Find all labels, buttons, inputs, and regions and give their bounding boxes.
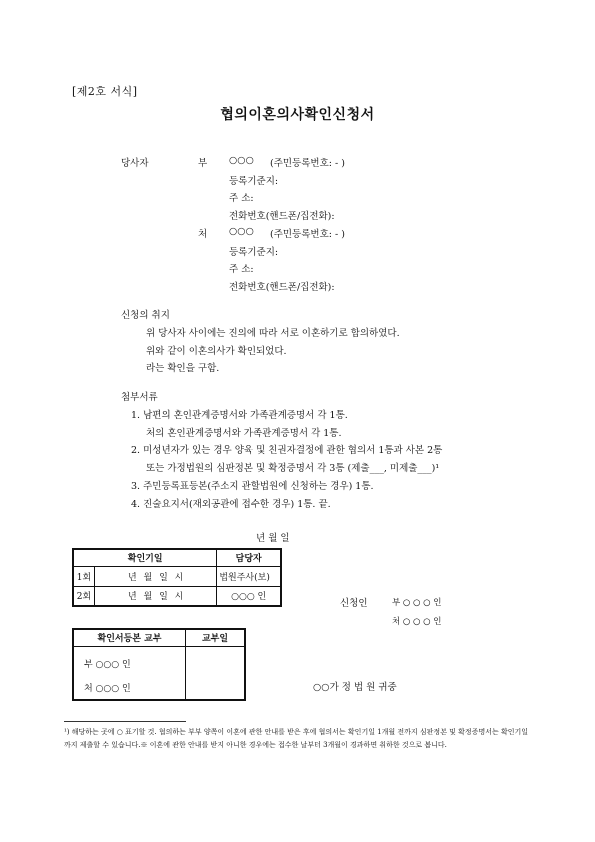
staff-cell: ○○○ 인	[217, 586, 281, 606]
table-header: 확인서등본 교부	[73, 629, 186, 646]
table-row	[73, 646, 245, 700]
husband-address-field: 주 소:	[229, 193, 254, 204]
husband-role: 부	[198, 158, 208, 169]
delivery-date-cell	[186, 646, 246, 700]
wife-name: ○○○	[229, 226, 254, 237]
page-title: 협의이혼의사확인신청서	[220, 107, 375, 123]
attachments-heading: 첨부서류	[121, 392, 158, 403]
footnote: ¹) 해당하는 곳에 ○ 표기할 것. 협의하는 부부 양쪽이 이혼에 관한 안내를 받은 후에 협의서는 확인기일 1개월 전까지 심판정본 및 확정증명서는 확인기일까지 제출할 수 있습니다.※ 이혼에 관한 안내를 받지 아니한 경우에는 접수한 날부터 3개월이 경과하면 취하한 것으로 봅니다.	[64, 728, 529, 749]
wife-domicile-field: 등록기준지:	[229, 247, 279, 258]
delivery-person-wife: 처 ○○○ 인	[84, 683, 131, 694]
husband-name: ○○○	[229, 155, 254, 166]
attachment-line: 또는 가정법원의 심판정본 및 확정증명서 각 3통 (제출___, 미제출___)¹	[146, 463, 440, 474]
parties-label: 당사자	[121, 158, 149, 169]
form-number-label: [제2호 서식]	[72, 85, 138, 98]
court-addressee: ○○가 정 법 원 귀중	[313, 682, 397, 693]
attachment-line: 3. 주민등록표등본(주소지 관할법원에 신청하는 경우) 1통.	[131, 481, 374, 492]
wife-id-field: (주민등록번호: - )	[270, 229, 345, 240]
date-cell: 년 월 일 시	[95, 566, 217, 586]
delivery-person-husband: 부 ○○○ 인	[84, 659, 131, 670]
purpose-line: 위 당사자 사이에는 진의에 따라 서로 이혼하기로 합의하였다.	[146, 328, 400, 339]
applicant-wife: 처 ○ ○ ○ 인	[392, 617, 442, 627]
table-header: 담당자	[217, 549, 281, 566]
wife-phone-field: 전화번호(핸드폰/집전화):	[229, 282, 335, 293]
husband-id-field: (주민등록번호: - )	[270, 158, 345, 169]
husband-phone-field: 전화번호(핸드폰/집전화):	[229, 211, 335, 222]
round-cell: 1회	[73, 566, 95, 586]
wife-role: 처	[198, 229, 208, 240]
date-cell: 년 월 일 시	[95, 586, 217, 606]
table-row	[73, 566, 281, 586]
purpose-line: 위와 같이 이혼의사가 확인되었다.	[146, 346, 287, 357]
attachment-line: 2. 미성년자가 있는 경우 양육 및 친권자결정에 관한 협의서 1통과 사본 2통	[131, 445, 443, 456]
table-row	[73, 586, 281, 606]
certificate-delivery-table	[72, 628, 246, 701]
attachment-line: 4. 진술요지서(재외공관에 접수한 경우) 1통. 끝.	[131, 499, 331, 510]
husband-domicile-field: 등록기준지:	[229, 176, 279, 187]
applicant-label: 신청인	[340, 598, 368, 609]
table-header: 확인기일	[73, 549, 217, 566]
applicant-husband: 부 ○ ○ ○ 인	[392, 598, 442, 608]
footnote-divider	[64, 721, 186, 722]
attachment-line: 1. 남편의 혼인관계증명서와 가족관계증명서 각 1통.	[131, 410, 348, 421]
confirmation-date-table	[72, 548, 282, 607]
table-header: 교부일	[186, 629, 246, 646]
round-cell: 2회	[73, 586, 95, 606]
wife-address-field: 주 소:	[229, 264, 254, 275]
staff-cell: 법원주사(보)	[217, 566, 281, 586]
purpose-heading: 신청의 취지	[121, 310, 170, 321]
purpose-line: 라는 확인을 구함.	[146, 363, 220, 374]
date-line: 년 월 일	[256, 533, 290, 544]
attachment-line: 처의 혼인관계증명서와 가족관계증명서 각 1통.	[146, 428, 342, 439]
